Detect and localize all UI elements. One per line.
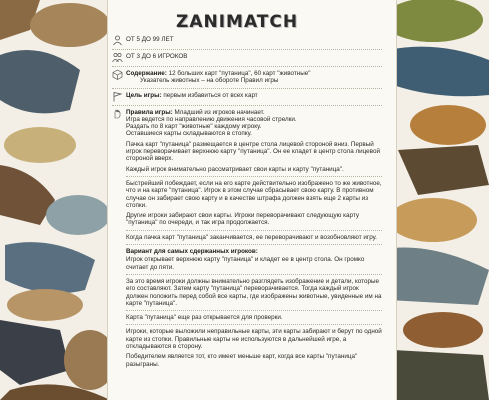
person-icon [112,35,123,46]
rules-paragraph-3: Быстрейший побеждает, если на его карте действительно изображено то же животное, что и на карте "путаница". Игрок в этом случае сбрасывает свою карту. В противном случае он забирает свою карту и в качестве штрафа должен взять еще 2 карты из стопки. [126,179,382,209]
rules-intro-3: Раздать по 8 карт "животные" каждому игроку. [126,123,262,131]
divider [126,176,382,177]
contents-value: 12 больших карт "путаница", 60 карт "животные" [168,70,311,77]
divider [112,105,382,106]
variant-paragraph-4: Игроки, которые выложили неправильные карты, эти карты забирают и берут по одной карте из стопки. Правильные карты не используются в дальнейшей игре, а откладываются в сторону. [126,328,382,351]
rules-paragraph-4: Другие игроки забирают свои карты. Игроки переворачивают следующую карту "путаница" по очереди, и так игра продолжается. [126,212,360,227]
animal-artwork-left [0,0,118,400]
goal-text [126,92,382,99]
rules-intro-1: Младший из игроков начинает. [174,108,265,116]
rules-content [112,36,382,371]
divider [112,49,382,50]
rules-intro [126,109,382,138]
variant-paragraph-1: Игрок открывает верхнюю карту "путаница" и кладет ее в центр стола. Он громко считает до пяти. [126,256,365,271]
flag-icon [112,91,123,102]
rules-paragraph-1: Пачка карт "путаница" размещается в центре стола лицевой стороной вниз. Первый игрок переворачивает верхнюю карту "путаница". Он ее кладет в центр стола лицевой стороной вверх. [126,140,380,163]
hand-icon [112,108,123,119]
goal-label: Цель игры: [126,91,162,99]
players-icon [112,52,123,63]
contents-value-2: Указатель животных – на обороте Правил игры [140,77,279,85]
rules-intro-4: Оставшиеся карты складываются в стопку. [126,130,252,138]
contents-row [112,70,382,85]
age-row [112,36,382,46]
goal-value: первым избавиться от всех карт [163,91,258,99]
logo-text: ZANIMATCH [176,12,299,32]
players-text: ОТ 3 ДО 6 ИГРОКОВ [126,53,188,60]
divider [126,324,382,325]
rules-body [112,141,382,368]
contents-text [126,70,382,85]
age-text: ОТ 5 ДО 99 ЛЕТ [126,36,174,43]
rules-row [112,109,382,138]
contents-label: Содержание: [126,70,167,77]
divider [126,310,382,311]
box-icon [112,69,123,80]
divider [126,244,382,245]
rules-paragraph-5: Когда пачка карт "путаница" заканчивается, ее переворачивают и возобновляют игру. [126,233,377,241]
divider [112,88,382,89]
rules-intro-2: Игра ведется по направлению движения часовой стрелки. [126,115,297,123]
divider [126,274,382,275]
rules-label: Правила игры: [126,108,173,116]
zanimatch-logo [176,12,299,34]
variant-paragraph-5: Победителем является тот, кто имеет меньше карт, когда все карты "путаница" разыграны. [126,353,358,368]
rules-paragraph-2: Каждый игрок внимательно рассматривает свои карты и карту "путаница". [126,165,344,173]
divider [112,66,382,67]
goal-row [112,92,382,102]
players-row [112,53,382,63]
variant-paragraph-2: За это время игроки должны внимательно разглядеть изображение и детали, которые его составляют. Затем карту "путаница" переворачивается. Тогда каждый игрок должен положить перед собой все карты, где изображены животные, увиденные им на карте "путаница". [126,277,382,307]
divider [126,230,382,231]
variant-title: Вариант для самых сдержанных игроков: [126,248,258,256]
variant-paragraph-3: Карта "путаница" еще раз открывается для проверки. [126,314,283,322]
